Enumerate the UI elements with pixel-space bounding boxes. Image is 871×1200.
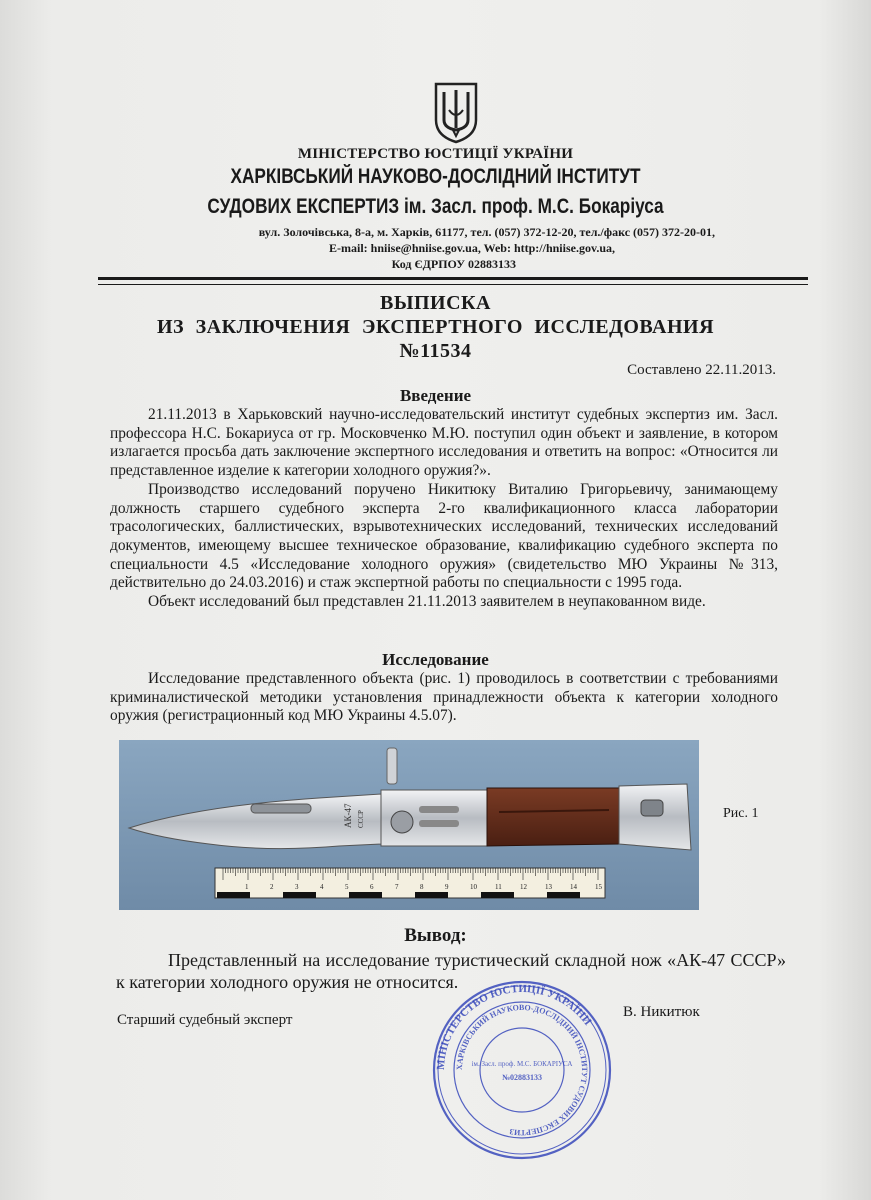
composed-date: Составлено 22.11.2013. — [627, 362, 776, 378]
blade-marking: АК-47 — [343, 803, 353, 828]
ruler-number: 7 — [395, 883, 399, 891]
ruler-number: 4 — [320, 883, 324, 891]
ruler-number: 3 — [295, 883, 299, 891]
ruler-number: 5 — [345, 883, 349, 891]
ruler-number: 15 — [595, 883, 602, 891]
ruler-number: 12 — [520, 883, 527, 891]
institute-name-line1: ХАРКІВСЬКИЙ НАУКОВО-ДОСЛІДНИЙ ІНСТИТУТ — [230, 165, 641, 188]
intro-section — [110, 406, 778, 612]
ruler-number: 8 — [420, 883, 424, 891]
ruler-number: 2 — [270, 883, 274, 891]
seal-outer-text: МІНІСТЕРСТВО ЮСТИЦІЇ УКРАЇНИ — [434, 982, 594, 1071]
study-section — [110, 670, 778, 726]
ruler-scale-block — [415, 892, 448, 898]
blade-marking-2: СССР — [357, 810, 365, 828]
study-paragraph: Исследование представленного объекта (рис. 1) проводилось в соответствии с требованиями криминалистической методики установления принадлежности объекта к категории холодного оружия (регистрационный код МЮ Украины 4.5.07). — [110, 670, 778, 725]
knife-pommel — [619, 784, 691, 850]
ruler-scale-block — [283, 892, 316, 898]
conclusion-heading: Вывод: — [404, 925, 467, 946]
ruler-number: 10 — [470, 883, 477, 891]
ministry-name: МІНІСТЕРСТВО ЮСТИЦІЇ УКРАЇНИ — [297, 146, 574, 162]
seal-inner-text: ім. Засл. проф. М.С. БОКАРІУСА — [471, 1060, 573, 1068]
ruler-number: 1 — [245, 883, 249, 891]
intro-paragraph-2: Производство исследований поручено Никитюку Виталию Григорьевичу, занимающему должность старшего судебного эксперта 2-го квалификационного класса лаборатории трасологических, баллистических, взрывотехнических исследований, технических исследований документов, имеющему высшее техническое образование, квалификацию судебного эксперта по специальности 4.5 «Исследование холодного оружия» (свидетельство МЮ Украины №313, действительно до 24.03.2016) и стаж экспертной работы по специальности с 1995 года. — [110, 480, 778, 592]
ruler-number: 11 — [495, 883, 502, 891]
signer-name: В. Никитюк — [623, 1004, 700, 1020]
ruler-number: 14 — [570, 883, 577, 891]
ruler-scale-block — [547, 892, 580, 898]
official-seal-icon — [430, 978, 614, 1162]
header-divider-thick — [98, 277, 808, 280]
svg-text:ХАРКІВСЬКИЙ НАУКОВО-ДОСЛІДНИЙ — [455, 1003, 589, 1137]
knife-lug — [387, 748, 397, 784]
edrpou-code: Код ЄДРПОУ 02883133 — [391, 257, 516, 271]
knife-photo — [119, 740, 699, 910]
trident-emblem-icon — [431, 80, 481, 144]
address-line: вул. Золочівська, 8-а, м. Харків, 61177, тел. (057) 372-12-20, тел./факс (057) 372-20-01, — [258, 225, 715, 239]
pommel-cutout — [641, 800, 663, 816]
ruler-scale-block — [349, 892, 382, 898]
ruler-scale-block — [481, 892, 514, 898]
blade-fuller — [251, 804, 311, 813]
ruler-scale-block — [217, 892, 250, 898]
ruler-number: 13 — [545, 883, 552, 891]
knife-handle-wood — [487, 788, 619, 846]
bolster-slot-2 — [419, 820, 459, 827]
intro-paragraph-3: Объект исследований был представлен 21.11.2013 заявителем в неупакованном виде. — [148, 593, 706, 611]
intro-heading: Введение — [399, 386, 472, 405]
document-subtitle: ИЗ ЗАКЛЮЧЕНИЯ ЭКСПЕРТНОГО ИССЛЕДОВАНИЯ — [156, 316, 715, 338]
institute-name-line2: СУДОВИХ ЕКСПЕРТИЗ ім. Засл. проф. М.С. Бокаріуса — [207, 195, 664, 218]
bolster-slot — [419, 806, 459, 813]
ruler-number: 6 — [370, 883, 374, 891]
document-number: №11534 — [399, 340, 472, 362]
header-divider-thin — [98, 284, 808, 285]
seal-code: №02883133 — [501, 1073, 543, 1082]
ruler-number: 9 — [445, 883, 449, 891]
study-heading: Исследование — [382, 650, 489, 669]
seal-middle-text: ХАРКІВСЬКИЙ НАУКОВО-ДОСЛІДНИЙ ІНСТИТУТ СУДОВИХ ЕКСПЕРТИЗ — [454, 1002, 590, 1138]
document-title: ВЫПИСКА — [380, 292, 491, 314]
conclusion-text: Представленный на исследование туристический складной нож «АК-47 СССР» к категории холодного оружия не относится. — [116, 950, 786, 992]
figure-caption: Рис. 1 — [723, 806, 759, 821]
contacts-line: E-mail: hniise@hniise.gov.ua, Web: http://hniise.gov.ua, — [328, 241, 615, 255]
pivot-button-icon — [391, 811, 413, 833]
intro-paragraph-1: 21.11.2013 в Харьковский научно-исследовательский институт судебных экспертиз им. Засл. профессора Н.С. Бокариуса от гр. Московченко М.Ю. поступил один объект и заявление, в котором излагается просьба дать заключение экспертного исследования и ответить на вопрос: «Относится ли представленное изделие к категории холодного оружия?». — [110, 406, 778, 480]
signer-position: Старший судебный эксперт — [117, 1012, 293, 1028]
